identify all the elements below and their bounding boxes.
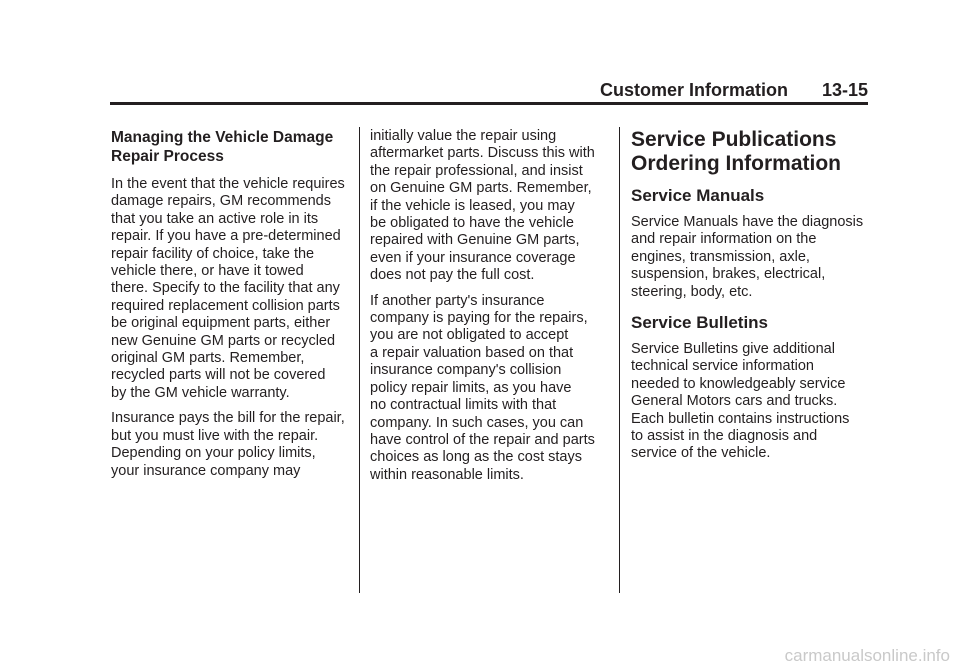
heading-line: Ordering Information — [631, 152, 841, 175]
text-line: required replacement collision parts — [111, 297, 340, 314]
text-line: the repair professional, and insist — [370, 162, 583, 179]
text-line: Service Manuals have the diagnosis — [631, 214, 864, 230]
text-line: repaired with Genuine GM parts, — [370, 232, 580, 249]
text-line: vehicle there, or have it towed — [111, 263, 304, 280]
text-line: policy repair limits, as you have — [370, 379, 572, 396]
page-number: 13-15 — [821, 80, 868, 100]
paragraph-service-bulletins — [631, 341, 871, 463]
text-line: company is paying for the repairs, — [370, 310, 588, 327]
paragraph-service-manuals — [631, 214, 871, 301]
column-left — [111, 128, 349, 488]
text-line: Depending on your policy limits, — [111, 445, 316, 462]
text-line: you are not obligated to accept — [370, 327, 569, 344]
heading-damage-repair — [111, 128, 349, 166]
text-line: aftermarket parts. Discuss this with — [370, 145, 595, 162]
text-line: even if your insurance coverage — [370, 249, 576, 266]
text-line: choices as long as the cost stays — [370, 449, 582, 466]
page-header — [110, 80, 868, 104]
paragraph-aftermarket-parts — [370, 128, 608, 285]
text-line: repair. If you have a pre-determined — [111, 228, 341, 245]
text-line: needed to knowledgeably service — [631, 375, 846, 392]
text-line: to assist in the diagnosis and — [631, 428, 818, 445]
text-line: company. In such cases, you can — [370, 414, 584, 431]
column-divider — [619, 127, 620, 593]
text-line: suspension, brakes, electrical, — [631, 266, 826, 283]
heading-line: Repair Process — [111, 148, 224, 165]
text-line: that you take an active role in its — [111, 210, 319, 227]
text-line: Service Bulletins give additional — [631, 341, 835, 358]
text-line: new Genuine GM parts or recycled — [111, 332, 336, 349]
section-title: Customer Information — [599, 80, 788, 100]
text-line: and repair information on the — [631, 231, 817, 248]
text-line: damage repairs, GM recommends — [111, 193, 331, 210]
paragraph-damage-repairs — [111, 176, 349, 402]
heading-service-manuals: Service Manuals — [631, 186, 765, 205]
text-line: but you must live with the repair. — [111, 427, 319, 444]
heading-line: Service Publications — [631, 128, 837, 151]
text-line: original GM parts. Remember, — [111, 350, 305, 367]
text-line: initially value the repair using — [370, 128, 557, 144]
text-line: does not pay the full cost. — [370, 267, 535, 284]
text-line: General Motors cars and trucks. — [631, 393, 838, 410]
text-line: if the vehicle is leased, you may — [370, 197, 575, 214]
text-line: recycled parts will not be covered — [111, 367, 326, 384]
text-line: have control of the repair and parts — [370, 431, 595, 448]
text-line: repair facility of choice, take the — [111, 245, 315, 262]
text-line: your insurance company may — [111, 462, 301, 479]
heading-service-bulletins: Service Bulletins — [631, 313, 769, 333]
heading-line: Managing the Vehicle Damage — [111, 129, 334, 146]
column-middle — [370, 128, 608, 492]
text-line: technical service information — [631, 358, 814, 375]
text-line: If another party's insurance — [370, 292, 545, 309]
column-divider — [359, 127, 360, 593]
text-line: by the GM vehicle warranty. — [111, 384, 290, 401]
text-line: engines, transmission, axle, — [631, 248, 810, 265]
text-line: be original equipment parts, either — [111, 315, 331, 332]
text-line: be obligated to have the vehicle — [370, 215, 574, 232]
paragraph-other-party — [370, 293, 608, 484]
text-line: In the event that the vehicle requires — [111, 176, 345, 192]
text-line: a repair valuation based on that — [370, 344, 574, 361]
text-line: Insurance pays the bill for the repair, — [111, 410, 345, 427]
text-line: insurance company's collision — [370, 362, 562, 379]
text-line: there. Specify to the facility that any — [111, 280, 340, 297]
watermark: carmanualsonline.info — [784, 646, 950, 665]
paragraph-insurance — [111, 410, 349, 480]
text-line: steering, body, etc. — [631, 283, 753, 300]
heading-service-publications — [631, 128, 871, 176]
column-right — [631, 128, 871, 471]
header-rule — [110, 102, 868, 105]
text-line: Each bulletin contains instructions — [631, 410, 850, 427]
text-line: service of the vehicle. — [631, 445, 771, 462]
text-line: no contractual limits with that — [370, 397, 557, 414]
text-line: within reasonable limits. — [370, 466, 524, 483]
text-line: on Genuine GM parts. Remember, — [370, 180, 592, 197]
